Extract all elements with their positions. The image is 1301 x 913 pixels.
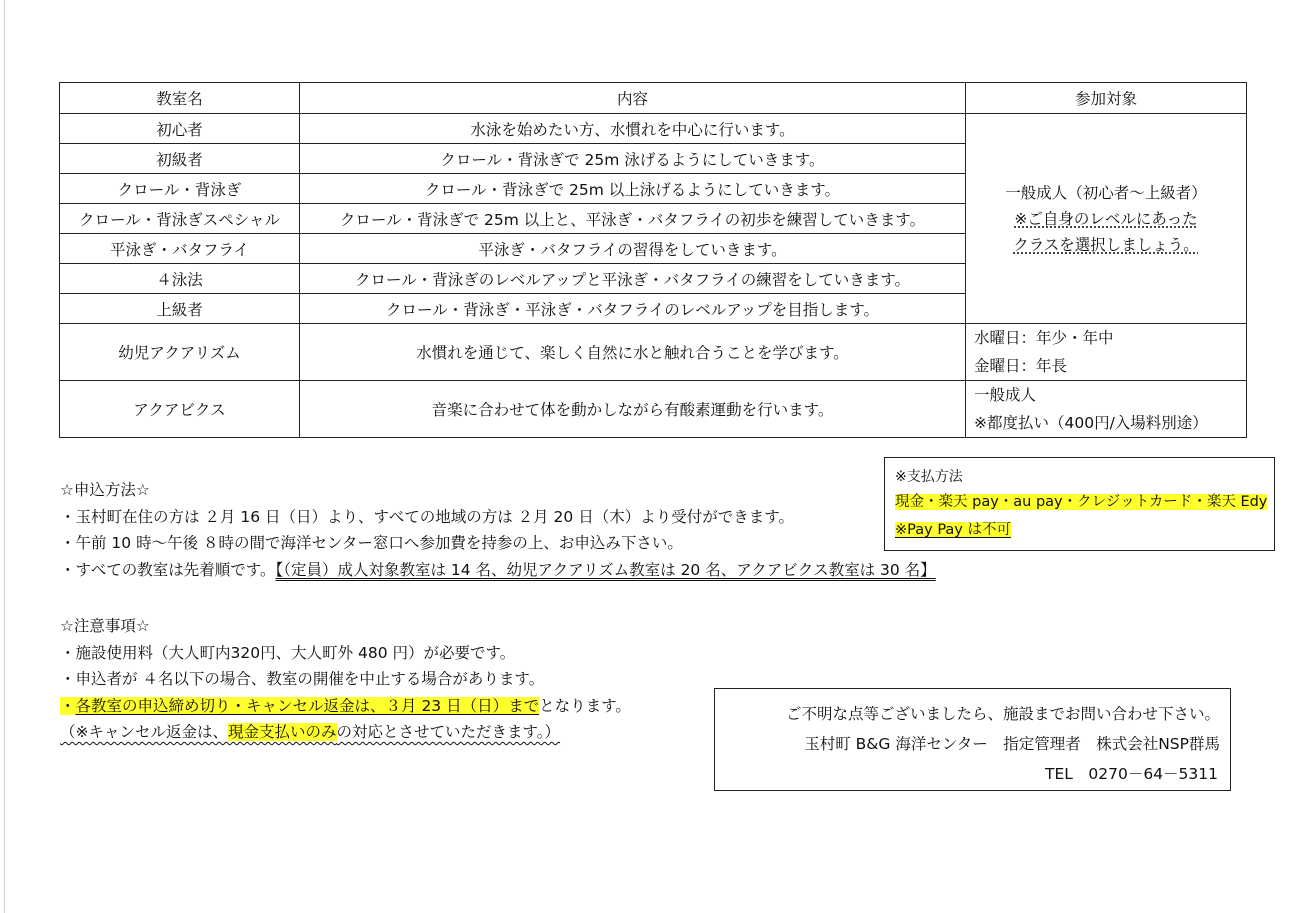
class-name: 平泳ぎ・バタフライ	[60, 234, 300, 264]
payment-box	[884, 457, 1275, 551]
aqua-target-fee: ※都度払い（400円/入場料別途）	[974, 414, 1208, 432]
application-title: ☆申込方法☆	[60, 481, 150, 499]
class-name: ４泳法	[60, 264, 300, 294]
capacity-text: 【（定員）成人対象教室は 14 名、幼児アクアリズム教室は 20 名、アクアビクス教室は 30 名】	[275, 560, 936, 579]
adult-target-line: 一般成人（初心者～上級者）	[1005, 183, 1207, 202]
aqua-target-cell	[966, 381, 1247, 438]
adult-target-note: ※ご自身のレベルにあった	[1014, 209, 1198, 228]
class-content: クロール・背泳ぎで 25m 以上と、平泳ぎ・バタフライの初歩を練習していきます。	[300, 204, 966, 234]
payment-title: ※支払方法	[895, 469, 963, 485]
class-content: クロール・背泳ぎ・平泳ぎ・バタフライのレベルアップを目指します。	[300, 294, 966, 324]
notes-line	[60, 693, 631, 720]
kids-target-cell	[966, 324, 1247, 381]
class-content: 音楽に合わせて体を動かしながら有酸素運動を行います。	[300, 381, 966, 438]
notes-title: ☆注意事項☆	[60, 617, 150, 635]
contact-phone: TEL 0270－64－5311	[1044, 765, 1218, 783]
table-row	[60, 381, 1247, 438]
contact-organization: 玉村町 B&G 海洋センター 指定管理者 株式会社NSP群馬	[804, 735, 1220, 753]
contact-box	[714, 688, 1231, 791]
application-section	[60, 477, 936, 583]
deadline-text: 各教室の申込締め切り・キャンセル返金は、３月 23 日（日）まで	[75, 696, 540, 715]
refund-note-a: （※キャンセル返金は、	[60, 723, 228, 741]
deadline-tail: となります。	[539, 696, 631, 715]
application-line	[60, 557, 936, 584]
class-name: 幼児アクアリズム	[60, 324, 300, 381]
refund-note-cash: 現金支払いのみ	[228, 723, 337, 741]
aqua-target-line: 一般成人	[974, 386, 1037, 404]
class-name: 初級者	[60, 144, 300, 174]
refund-note-b: の対応とさせていただきます。）	[336, 723, 561, 741]
first-come-text: ・すべての教室は先着順です。	[60, 560, 276, 579]
page-left-edge	[4, 0, 5, 913]
payment-methods: 現金・楽天 pay・au pay・クレジットカード・楽天 Edy	[895, 494, 1268, 510]
header-target: 参加対象	[966, 83, 1247, 114]
class-name: クロール・背泳ぎ	[60, 174, 300, 204]
payment-exclusion: ※Pay Pay は不可	[895, 522, 1011, 538]
notes-section	[60, 613, 631, 746]
header-class-name: 教室名	[60, 83, 300, 114]
table-row	[60, 324, 1247, 381]
kids-target-wed: 水曜日：年少・年中	[974, 329, 1114, 347]
notes-line: ・申込者が ４名以下の場合、教室の開催を中止する場合があります。	[60, 670, 545, 688]
adult-target-cell	[966, 114, 1247, 324]
class-name: 初心者	[60, 114, 300, 144]
refund-note	[60, 719, 631, 746]
class-name: 上級者	[60, 294, 300, 324]
table-header-row	[60, 83, 1247, 114]
header-content: 内容	[300, 83, 966, 114]
table-row	[60, 114, 1247, 144]
class-content: クロール・背泳ぎで 25m 以上泳げるようにしていきます。	[300, 174, 966, 204]
adult-target-note-2: クラスを選択しましょう。	[1013, 235, 1199, 254]
class-content: 水泳を始めたい方、水慣れを中心に行います。	[300, 114, 966, 144]
contact-message: ご不明な点等ございましたら、施設までお問い合わせ下さい。	[785, 705, 1220, 723]
class-content: 平泳ぎ・バタフライの習得をしていきます。	[300, 234, 966, 264]
kids-target-fri: 金曜日：年長	[974, 357, 1068, 375]
application-line: ・玉村町在住の方は ２月 16 日（日）より、すべての地域の方は ２月 20 日（木）より受付ができます。	[60, 507, 794, 526]
class-content: 水慣れを通じて、楽しく自然に水と触れ合うことを学びます。	[300, 324, 966, 381]
class-name: アクアビクス	[60, 381, 300, 438]
class-content: クロール・背泳ぎで 25m 泳げるようにしていきます。	[300, 144, 966, 174]
class-name: クロール・背泳ぎスペシャル	[60, 204, 300, 234]
application-line: ・午前 10 時～午後 ８時の間で海洋センター窓口へ参加費を持参の上、お申込み下さい。	[60, 534, 683, 552]
notes-line: ・施設使用料（大人町内320円、大人町外 480 円）が必要です。	[60, 643, 516, 662]
class-content: クロール・背泳ぎのレベルアップと平泳ぎ・バタフライの練習をしていきます。	[300, 264, 966, 294]
notes-bullet: ・	[60, 696, 76, 715]
class-schedule-table	[59, 82, 1247, 438]
